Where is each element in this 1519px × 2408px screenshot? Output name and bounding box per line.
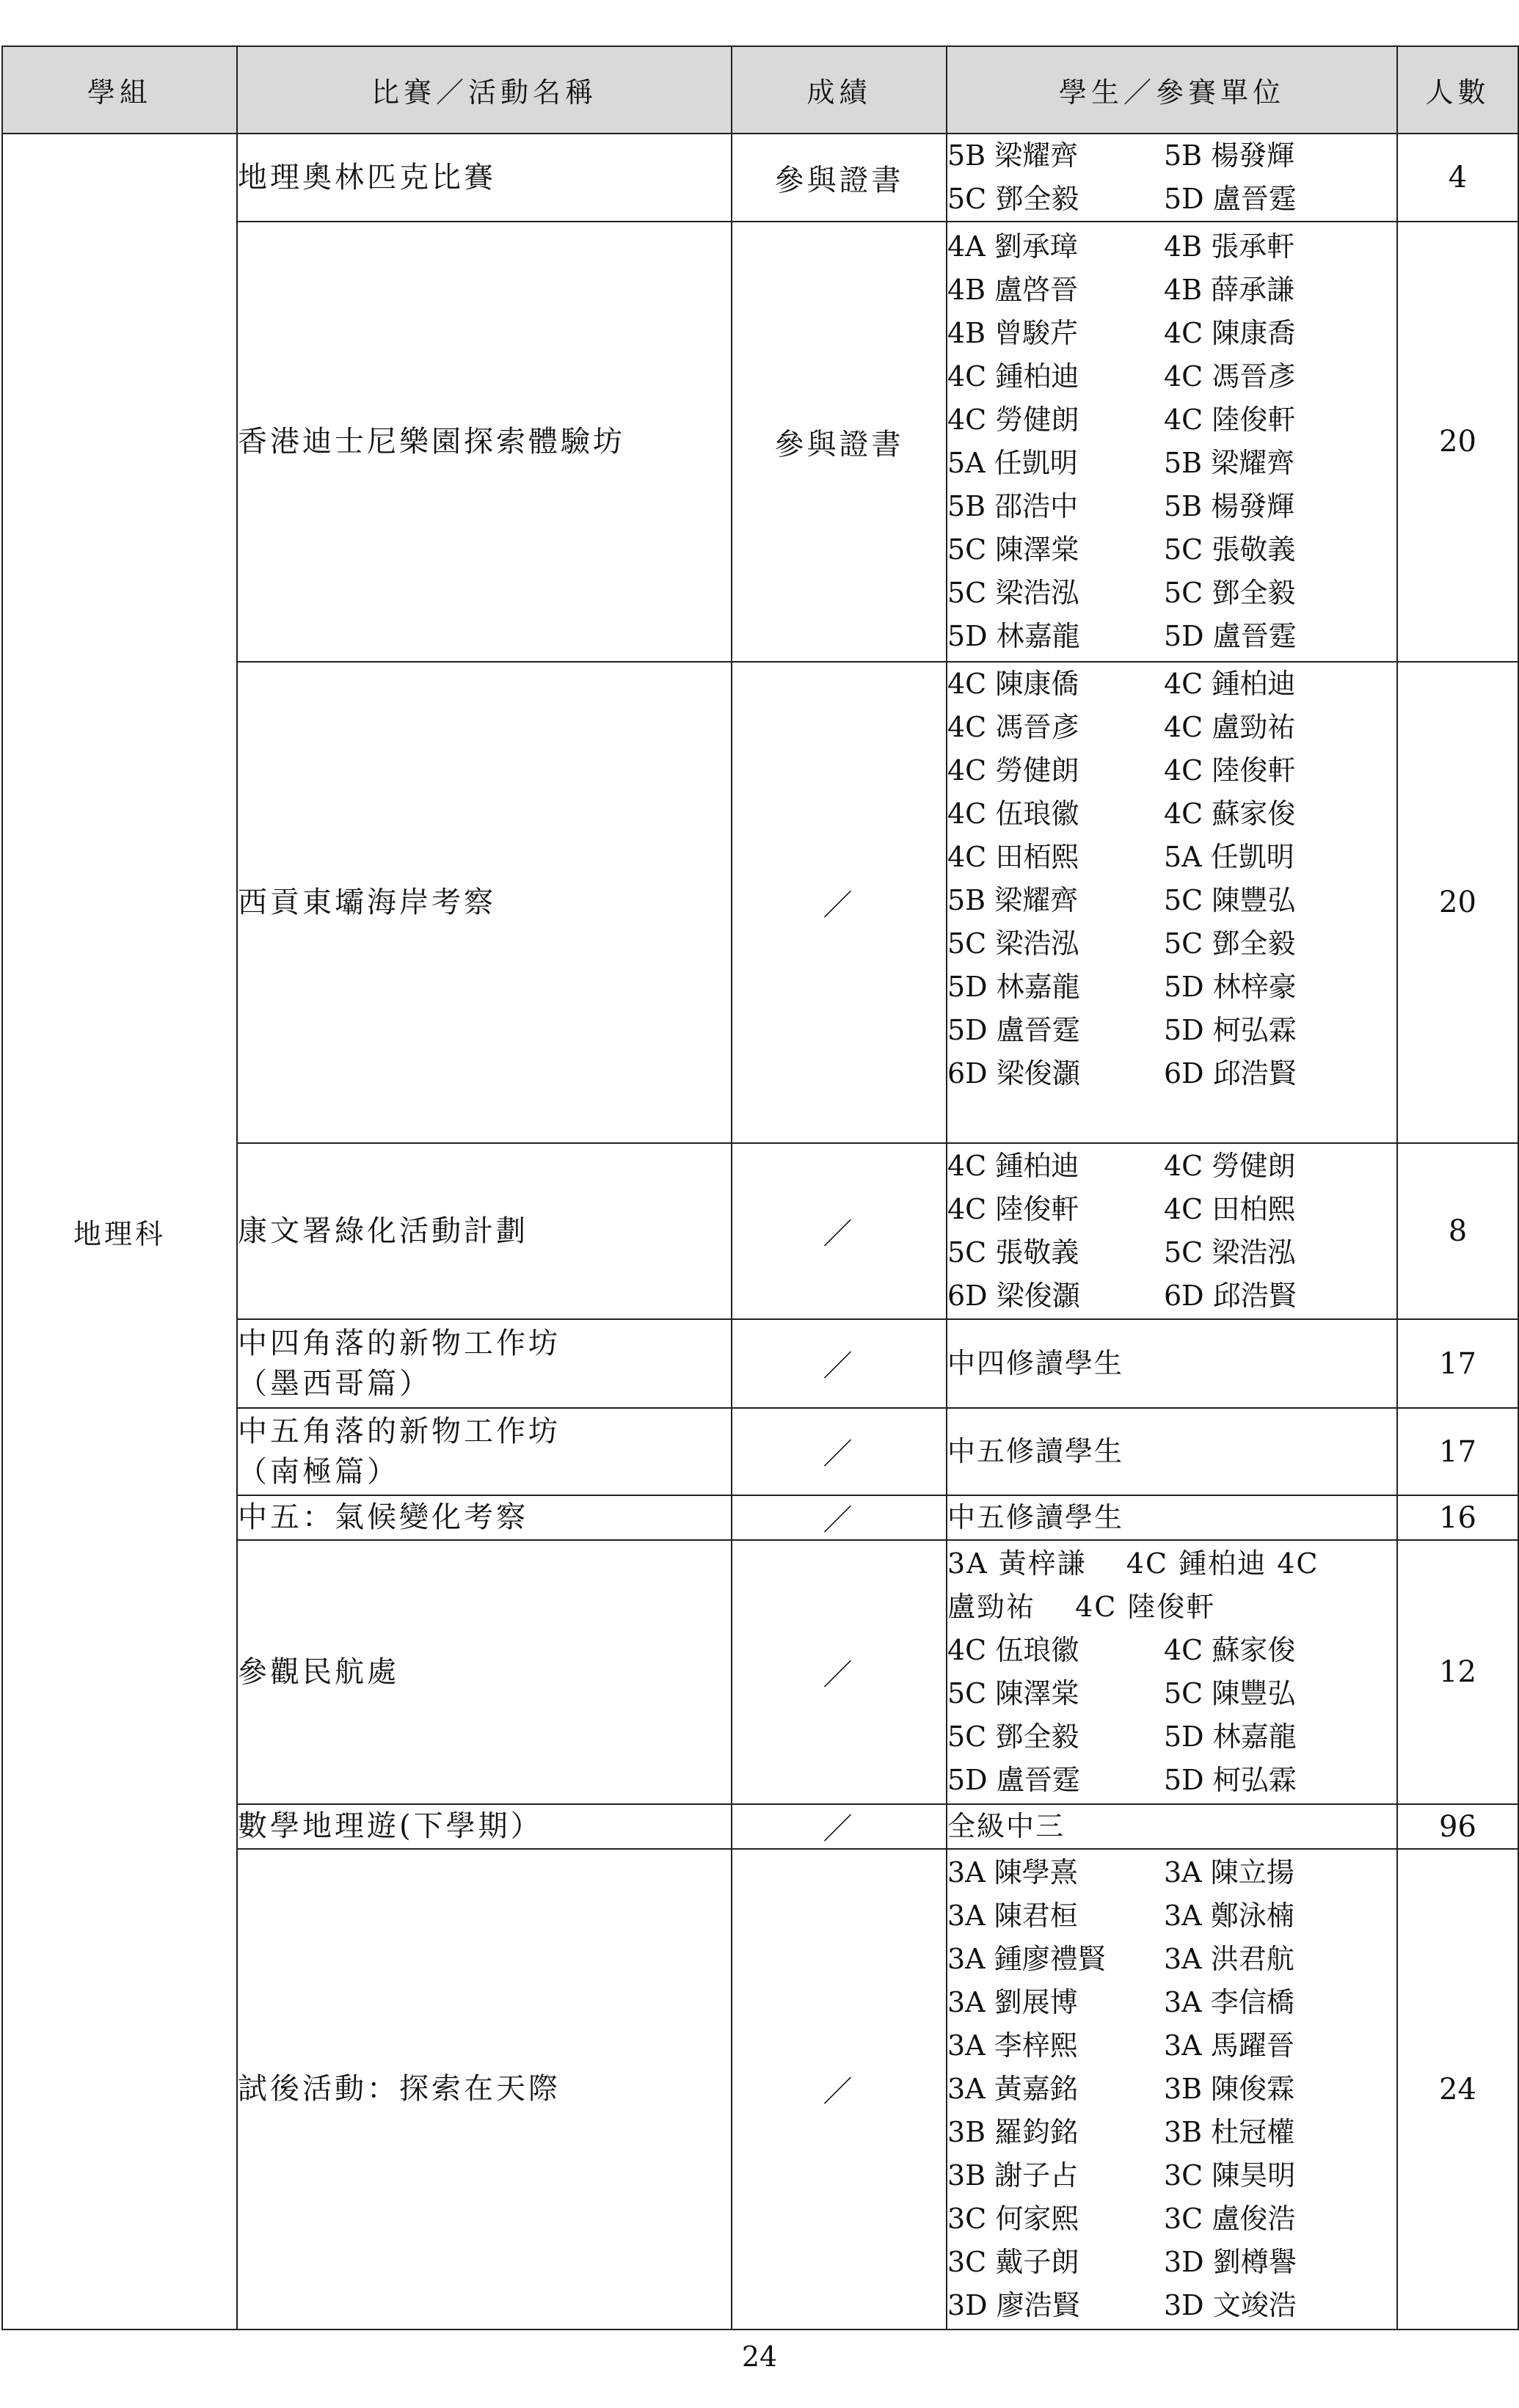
students-cell bbox=[947, 222, 1397, 662]
result-cell: ／ bbox=[732, 1849, 947, 2329]
student-pair: 5A 任凱明 5B 梁耀齊 bbox=[947, 447, 1295, 479]
student-pair: 3A 劉展博 3A 李信橋 bbox=[947, 1986, 1294, 2018]
header-group: 學組 bbox=[2, 46, 237, 134]
count-cell: 16 bbox=[1397, 1495, 1518, 1540]
student-pair: 5D 林嘉龍 5D 林梓豪 bbox=[947, 971, 1297, 1003]
student-pair: 5D 盧晉霆 5D 柯弘霖 bbox=[947, 1014, 1297, 1046]
students-cell bbox=[947, 662, 1397, 1143]
activity-cell: 中五角落的新物工作坊 （南極篇） bbox=[237, 1408, 732, 1495]
result-cell: ／ bbox=[732, 662, 947, 1143]
page-number: 24 bbox=[741, 2340, 778, 2373]
student-pair: 3A 李梓熙 3A 馬躍晉 bbox=[947, 2029, 1294, 2062]
header-activity: 比賽／活動名稱 bbox=[237, 46, 732, 134]
activity-cell: 康文署綠化活動計劃 bbox=[237, 1143, 732, 1319]
activities-table bbox=[1, 45, 1519, 2330]
student-pair: 5C 張敬義 5C 梁浩泓 bbox=[947, 1236, 1296, 1269]
students-cell bbox=[947, 134, 1397, 222]
student-pair: 5B 邵浩中 5B 楊發輝 bbox=[947, 490, 1295, 522]
count-cell: 20 bbox=[1397, 222, 1518, 662]
student-pair: 4C 鍾柏迪 4C 勞健朗 bbox=[947, 1150, 1296, 1182]
student-pair: 5B 梁耀齊 5C 陳豐弘 bbox=[947, 884, 1296, 916]
student-pair: 6D 梁俊灝 6D 邱浩賢 bbox=[947, 1280, 1297, 1312]
student-pair: 5C 鄧全毅 5D 林嘉龍 bbox=[947, 1721, 1297, 1753]
student-pair: 4A 劉承璋 4B 張承軒 bbox=[947, 230, 1295, 263]
student-pair: 5B 梁耀齊 5B 楊發輝 bbox=[947, 139, 1295, 172]
count-cell: 24 bbox=[1397, 1849, 1518, 2329]
student-pair: 3A 陳學熹 3A 陳立揚 bbox=[947, 1856, 1294, 1889]
student-pair: 5D 盧晉霆 5D 柯弘霖 bbox=[947, 1764, 1297, 1796]
student-pair: 4C 伍琅徽 4C 蘇家俊 bbox=[947, 798, 1296, 830]
student-pair: 4B 盧啓晉 4B 薛承謙 bbox=[947, 274, 1295, 306]
student-pair: 3A 黃嘉銘 3B 陳俊霖 bbox=[947, 2073, 1295, 2105]
student-pair: 3B 羅鈞銘 3B 杜冠權 bbox=[947, 2116, 1295, 2148]
student-pair: 4B 曾駿芹 4C 陳康喬 bbox=[947, 317, 1296, 349]
header-row bbox=[2, 46, 1518, 134]
student-pair: 4C 田栢熙 5A 任凱明 bbox=[947, 841, 1294, 873]
activity-cell: 中五：氣候變化考察 bbox=[237, 1495, 732, 1540]
activity-cell: 數學地理遊(下學期） bbox=[237, 1804, 732, 1849]
result-cell: ／ bbox=[732, 1804, 947, 1849]
students-cell: 3A 黃梓謙 4C 鍾柏迪 4C 盧勁祐 4C 陸俊軒 4C 伍琅徽 4C 蘇家俊 5C 陳澤棠 5C 陳豐弘 5C 鄧全毅 5D 林嘉龍 5D 盧晉霆 5D 柯弘霖 bbox=[947, 1540, 1397, 1804]
result-cell: ／ bbox=[732, 1408, 947, 1495]
student-pair: 5C 鄧全毅 5D 盧晉霆 bbox=[947, 183, 1297, 215]
result-cell: ／ bbox=[732, 1495, 947, 1540]
student-pair: 5D 林嘉龍 5D 盧晉霆 bbox=[947, 620, 1297, 652]
count-cell: 17 bbox=[1397, 1319, 1518, 1408]
student-pair: 3A 陳君桓 3A 鄭泳楠 bbox=[947, 1900, 1294, 1932]
students-cell: 中五修讀學生 bbox=[947, 1495, 1397, 1540]
student-pair: 3C 何家熙 3C 盧俊浩 bbox=[947, 2203, 1296, 2235]
table-row bbox=[2, 134, 1518, 222]
students-cell: 中四修讀學生 bbox=[947, 1319, 1397, 1408]
student-pair: 5C 陳澤棠 5C 陳豐弘 bbox=[947, 1677, 1296, 1710]
students-cell: 中五修讀學生 bbox=[947, 1408, 1397, 1495]
activity-cell: 香港迪士尼樂園探索體驗坊 bbox=[237, 222, 732, 662]
result-cell: 參與證書 bbox=[732, 222, 947, 662]
student-pair: 5C 梁浩泓 5C 鄧全毅 bbox=[947, 927, 1296, 960]
header-result: 成績 bbox=[732, 46, 947, 134]
student-pair: 4C 鍾柏迪 4C 馮晉彥 bbox=[947, 360, 1296, 393]
student-pair: 4C 伍琅徽 4C 蘇家俊 bbox=[947, 1634, 1296, 1666]
result-cell: ／ bbox=[732, 1143, 947, 1319]
student-pair: 4C 勞健朗 4C 陸俊軒 bbox=[947, 404, 1296, 436]
students-cell: 全級中三 bbox=[947, 1804, 1397, 1849]
student-pair: 6D 梁俊灝 6D 邱浩賢 bbox=[947, 1057, 1297, 1090]
result-cell: 參與證書 bbox=[732, 134, 947, 222]
count-cell: 12 bbox=[1397, 1540, 1518, 1804]
student-pair: 3D 廖浩賢 3D 文竣浩 bbox=[947, 2289, 1297, 2321]
student-pair: 3C 戴子朗 3D 劉樽譽 bbox=[947, 2246, 1297, 2278]
count-cell: 20 bbox=[1397, 662, 1518, 1143]
activity-cell: 參觀民航處 bbox=[237, 1540, 732, 1804]
header-students: 學生／參賽單位 bbox=[947, 46, 1397, 134]
count-cell: 4 bbox=[1397, 134, 1518, 222]
group-cell: 地理科 bbox=[2, 134, 237, 2329]
students-cell bbox=[947, 1143, 1397, 1319]
header-count: 人數 bbox=[1397, 46, 1518, 134]
student-pair: 3B 謝子占 3C 陳昊明 bbox=[947, 2159, 1296, 2192]
student-pair: 4C 陸俊軒 4C 田柏熙 bbox=[947, 1193, 1296, 1225]
student-pair: 5C 陳澤棠 5C 張敬義 bbox=[947, 533, 1296, 566]
count-cell: 96 bbox=[1397, 1804, 1518, 1849]
student-pair: 3A 鍾廖禮賢 3A 洪君航 bbox=[947, 1943, 1294, 1975]
count-cell: 8 bbox=[1397, 1143, 1518, 1319]
result-cell: ／ bbox=[732, 1319, 947, 1408]
activity-cell: 西貢東壩海岸考察 bbox=[237, 662, 732, 1143]
student-pair: 4C 馮晉彥 4C 盧勁祐 bbox=[947, 711, 1296, 743]
count-cell: 17 bbox=[1397, 1408, 1518, 1495]
activity-cell: 地理奧林匹克比賽 bbox=[237, 134, 732, 222]
student-pair: 4C 陳康僑 4C 鍾柏迪 bbox=[947, 668, 1296, 700]
activity-cell: 試後活動：探索在天際 bbox=[237, 1849, 732, 2329]
students-cell bbox=[947, 1849, 1397, 2329]
student-pair: 5C 梁浩泓 5C 鄧全毅 bbox=[947, 577, 1296, 609]
student-pair: 4C 勞健朗 4C 陸俊軒 bbox=[947, 754, 1296, 787]
activity-cell: 中四角落的新物工作坊 （墨西哥篇） bbox=[237, 1319, 732, 1408]
result-cell: ／ bbox=[732, 1540, 947, 1804]
